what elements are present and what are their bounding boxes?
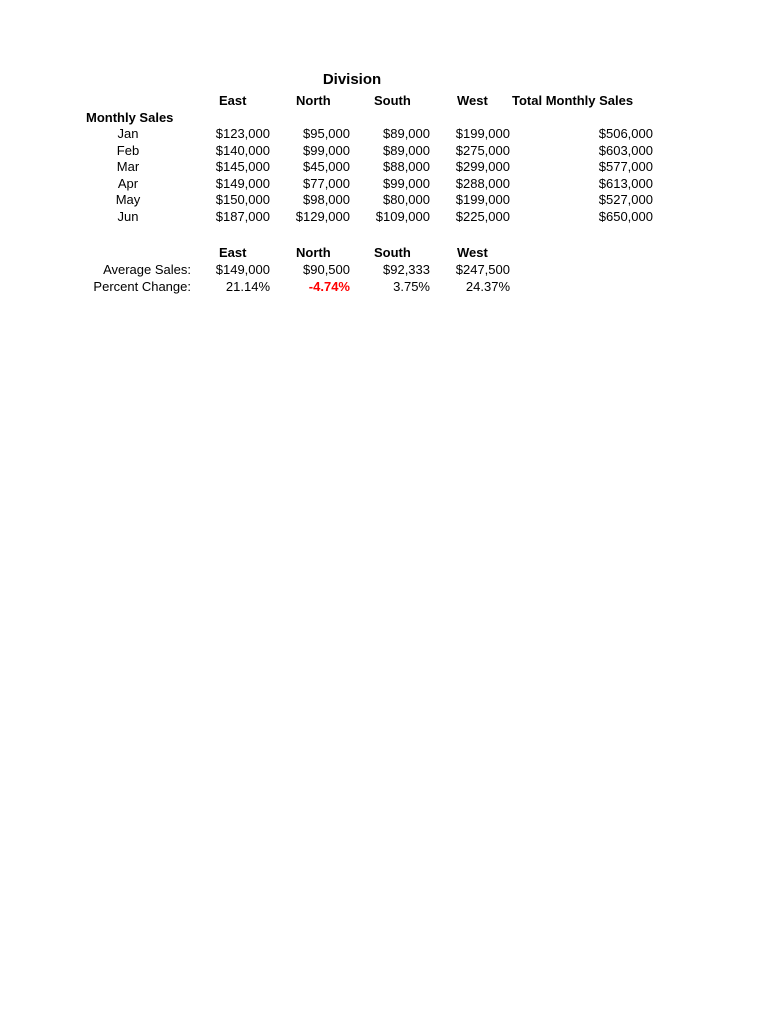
cell-west: $288,000: [455, 176, 510, 191]
cell-north: $77,000: [303, 176, 350, 191]
change-west: 24.37%: [465, 279, 510, 294]
summary-header-west: West: [457, 245, 488, 260]
cell-west: $275,000: [455, 143, 510, 158]
cell-east: $149,000: [215, 176, 270, 191]
cell-east: $145,000: [215, 159, 270, 174]
change-south: 3.75%: [393, 279, 430, 294]
division-title: Division: [322, 71, 382, 88]
cell-north: $98,000: [303, 192, 350, 207]
header-total: Total Monthly Sales: [512, 93, 634, 108]
summary-header-north: North: [296, 245, 331, 260]
cell-south: $109,000: [375, 209, 430, 224]
month-label: May: [115, 192, 141, 207]
average-north: $90,500: [303, 262, 350, 277]
monthly-sales-label: Monthly Sales: [86, 110, 174, 125]
cell-total: $506,000: [598, 126, 653, 141]
cell-west: $299,000: [455, 159, 510, 174]
month-label: Jan: [117, 126, 139, 141]
average-south: $92,333: [383, 262, 430, 277]
summary-header-south: South: [374, 245, 411, 260]
cell-east: $150,000: [215, 192, 270, 207]
cell-total: $603,000: [598, 143, 653, 158]
cell-north: $45,000: [303, 159, 350, 174]
month-label: Feb: [116, 143, 140, 158]
cell-east: $140,000: [215, 143, 270, 158]
cell-total: $613,000: [598, 176, 653, 191]
cell-north: $129,000: [295, 209, 350, 224]
cell-south: $99,000: [383, 176, 430, 191]
header-east: East: [219, 93, 247, 108]
month-label: Mar: [116, 159, 140, 174]
cell-west: $199,000: [455, 192, 510, 207]
month-label: Apr: [117, 176, 139, 191]
cell-north: $99,000: [303, 143, 350, 158]
summary-header-east: East: [219, 245, 247, 260]
header-north: North: [296, 93, 331, 108]
average-west: $247,500: [455, 262, 510, 277]
cell-south: $89,000: [383, 143, 430, 158]
cell-west: $225,000: [455, 209, 510, 224]
cell-total: $577,000: [598, 159, 653, 174]
cell-north: $95,000: [303, 126, 350, 141]
cell-south: $89,000: [383, 126, 430, 141]
cell-south: $88,000: [383, 159, 430, 174]
change-north: -4.74%: [308, 279, 350, 294]
cell-south: $80,000: [383, 192, 430, 207]
percent-change-label: Percent Change:: [93, 279, 191, 294]
cell-west: $199,000: [455, 126, 510, 141]
cell-east: $187,000: [215, 209, 270, 224]
average-east: $149,000: [215, 262, 270, 277]
cell-total: $527,000: [598, 192, 653, 207]
header-south: South: [374, 93, 411, 108]
cell-total: $650,000: [598, 209, 653, 224]
cell-east: $123,000: [215, 126, 270, 141]
month-label: Jun: [117, 209, 139, 224]
header-west: West: [457, 93, 488, 108]
change-east: 21.14%: [225, 279, 270, 294]
average-sales-label: Average Sales:: [103, 262, 191, 277]
